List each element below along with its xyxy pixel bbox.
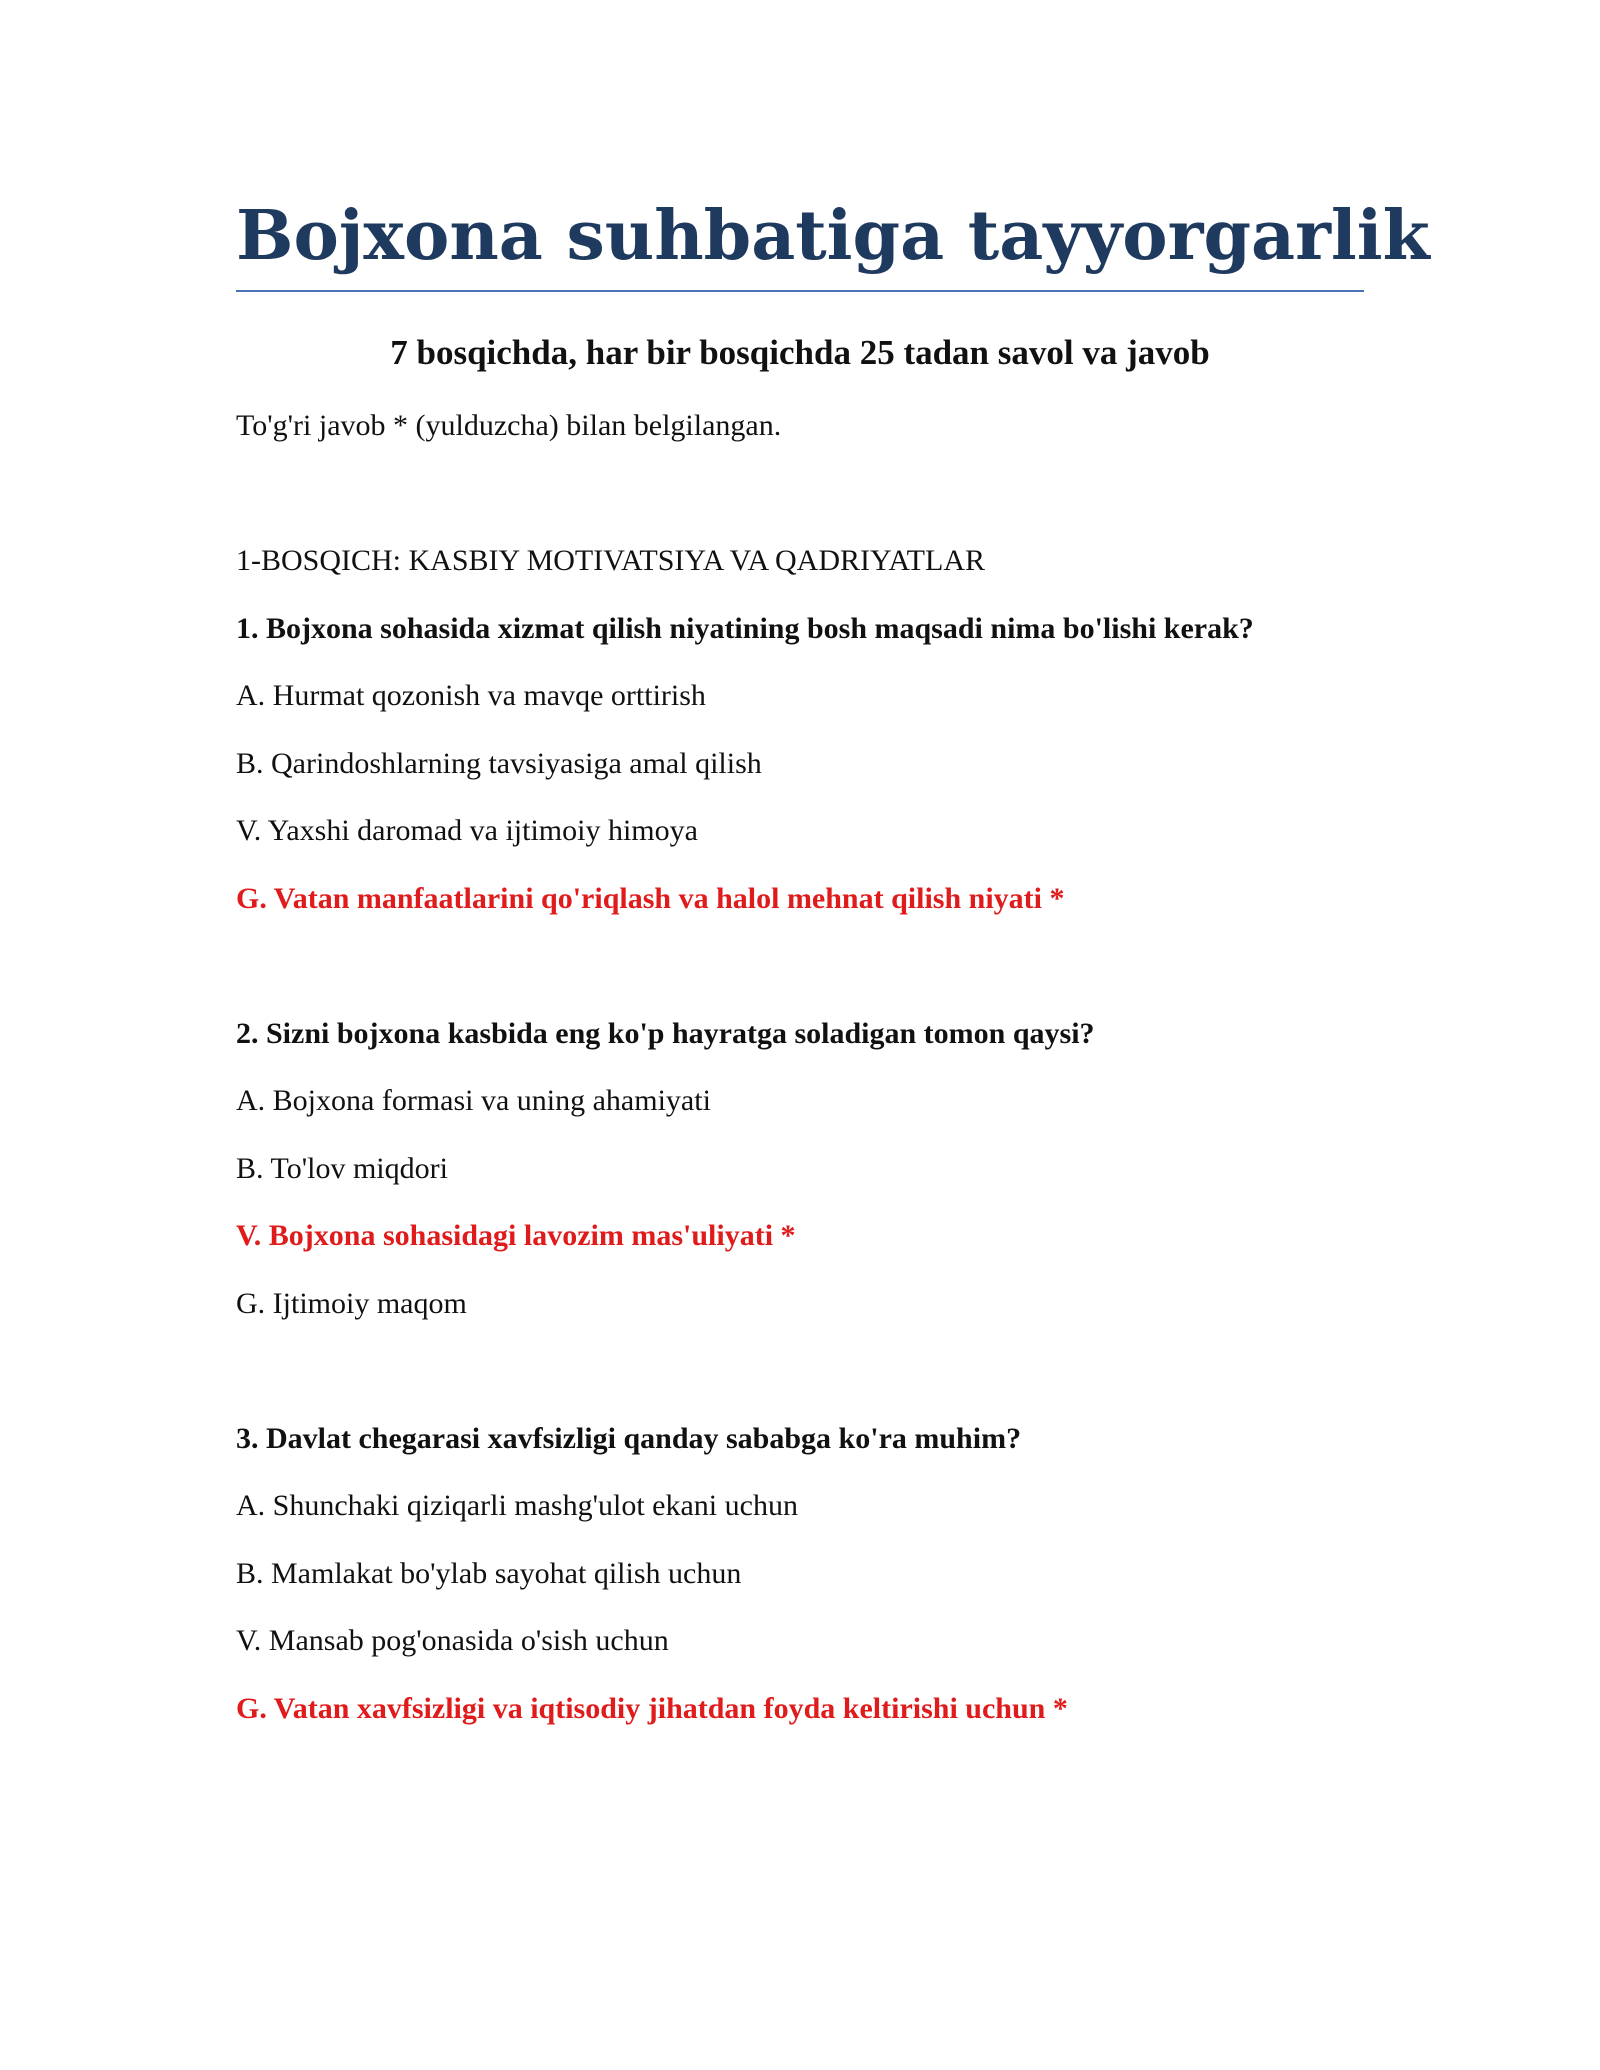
question-3-option-g-correct: G. Vatan xavfsizligi va iqtisodiy jihatdan foyda keltirishi uchun *: [236, 1692, 1068, 1725]
section-heading: 1-BOSQICH: KASBIY MOTIVATSIYA VA QADRIYATLAR: [236, 544, 985, 577]
question-3-option-b: B. Mamlakat bo'ylab sayohat qilish uchun: [236, 1557, 742, 1590]
question-1-text: 1. Bojxona sohasida xizmat qilish niyatining bosh maqsadi nima bo'lishi kerak?: [236, 612, 1254, 645]
document-subtitle: 7 bosqichda, har bir bosqichda 25 tadan savol va javob: [390, 333, 1210, 372]
question-1-option-g-correct: G. Vatan manfaatlarini qo'riqlash va halol mehnat qilish niyati *: [236, 882, 1065, 915]
answer-key-note: To'g'ri javob * (yulduzcha) bilan belgilangan.: [236, 409, 782, 442]
question-2-option-g: G. Ijtimoiy maqom: [236, 1287, 467, 1320]
question-2-option-a: A. Bojxona formasi va uning ahamiyati: [236, 1084, 711, 1117]
document-title: Bojxona suhbatiga tayyorgarlik: [236, 196, 1430, 276]
question-3-text: 3. Davlat chegarasi xavfsizligi qanday sababga ko'ra muhim?: [236, 1422, 1022, 1455]
question-1-option-v: V. Yaxshi daromad va ijtimoiy himoya: [236, 814, 698, 847]
question-2-option-b: B. To'lov miqdori: [236, 1152, 448, 1185]
question-3-option-a: A. Shunchaki qiziqarli mashg'ulot ekani uchun: [236, 1489, 798, 1522]
question-2-text: 2. Sizni bojxona kasbida eng ko'p hayratga soladigan tomon qaysi?: [236, 1017, 1095, 1050]
question-1-option-a: A. Hurmat qozonish va mavqe orttirish: [236, 679, 706, 712]
title-underline: [236, 290, 1364, 292]
question-1-option-b: B. Qarindoshlarning tavsiyasiga amal qilish: [236, 747, 762, 780]
question-2-option-v-correct: V. Bojxona sohasidagi lavozim mas'uliyati *: [236, 1219, 796, 1252]
question-3-option-v: V. Mansab pog'onasida o'sish uchun: [236, 1624, 669, 1657]
